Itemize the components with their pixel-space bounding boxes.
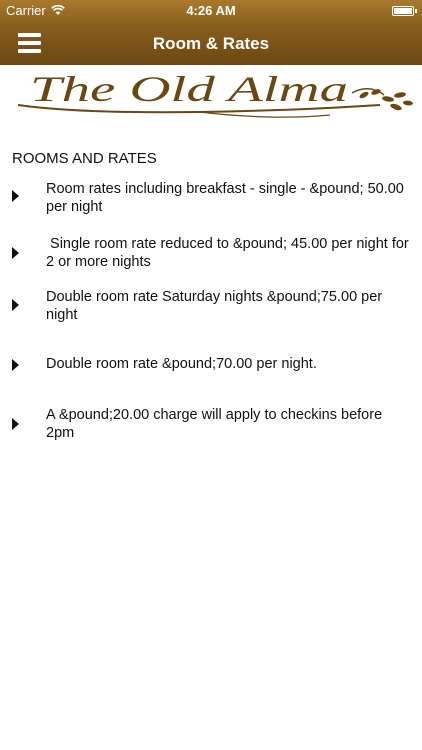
carrier-label: Carrier — [6, 3, 46, 18]
rate-item-text: Room rates including breakfast - single - &pound; 50.00 per night — [46, 181, 408, 215]
the-old-alma-logo — [0, 65, 422, 127]
status-bar — [0, 0, 422, 22]
battery-fill — [394, 8, 412, 14]
status-time: 4:26 AM — [186, 3, 236, 18]
bullet-triangle-icon — [12, 299, 19, 311]
battery-tip — [415, 9, 417, 13]
rate-item-text: Double room rate Saturday nights &pound;75.00 per night — [46, 289, 387, 323]
bullet-triangle-icon — [12, 418, 19, 430]
nav-bar — [0, 22, 422, 65]
bullet-triangle-icon — [12, 247, 19, 259]
logo-text: The Old Alma — [30, 69, 348, 109]
bullet-triangle-icon — [12, 190, 19, 202]
logo-banner — [0, 65, 422, 127]
rate-item-text: Double room rate &pound;70.00 per night. — [46, 356, 317, 372]
rate-item-text: Single room rate reduced to &pound; 45.00 per night for 2 or more nights — [46, 236, 413, 270]
rate-item-text: A &pound;20.00 charge will apply to checkins before 2pm — [46, 407, 387, 441]
battery-icon — [392, 6, 414, 16]
bullet-triangle-icon — [12, 359, 19, 371]
section-heading: ROOMS AND RATES — [12, 150, 157, 167]
page-title: Room & Rates — [152, 34, 270, 53]
